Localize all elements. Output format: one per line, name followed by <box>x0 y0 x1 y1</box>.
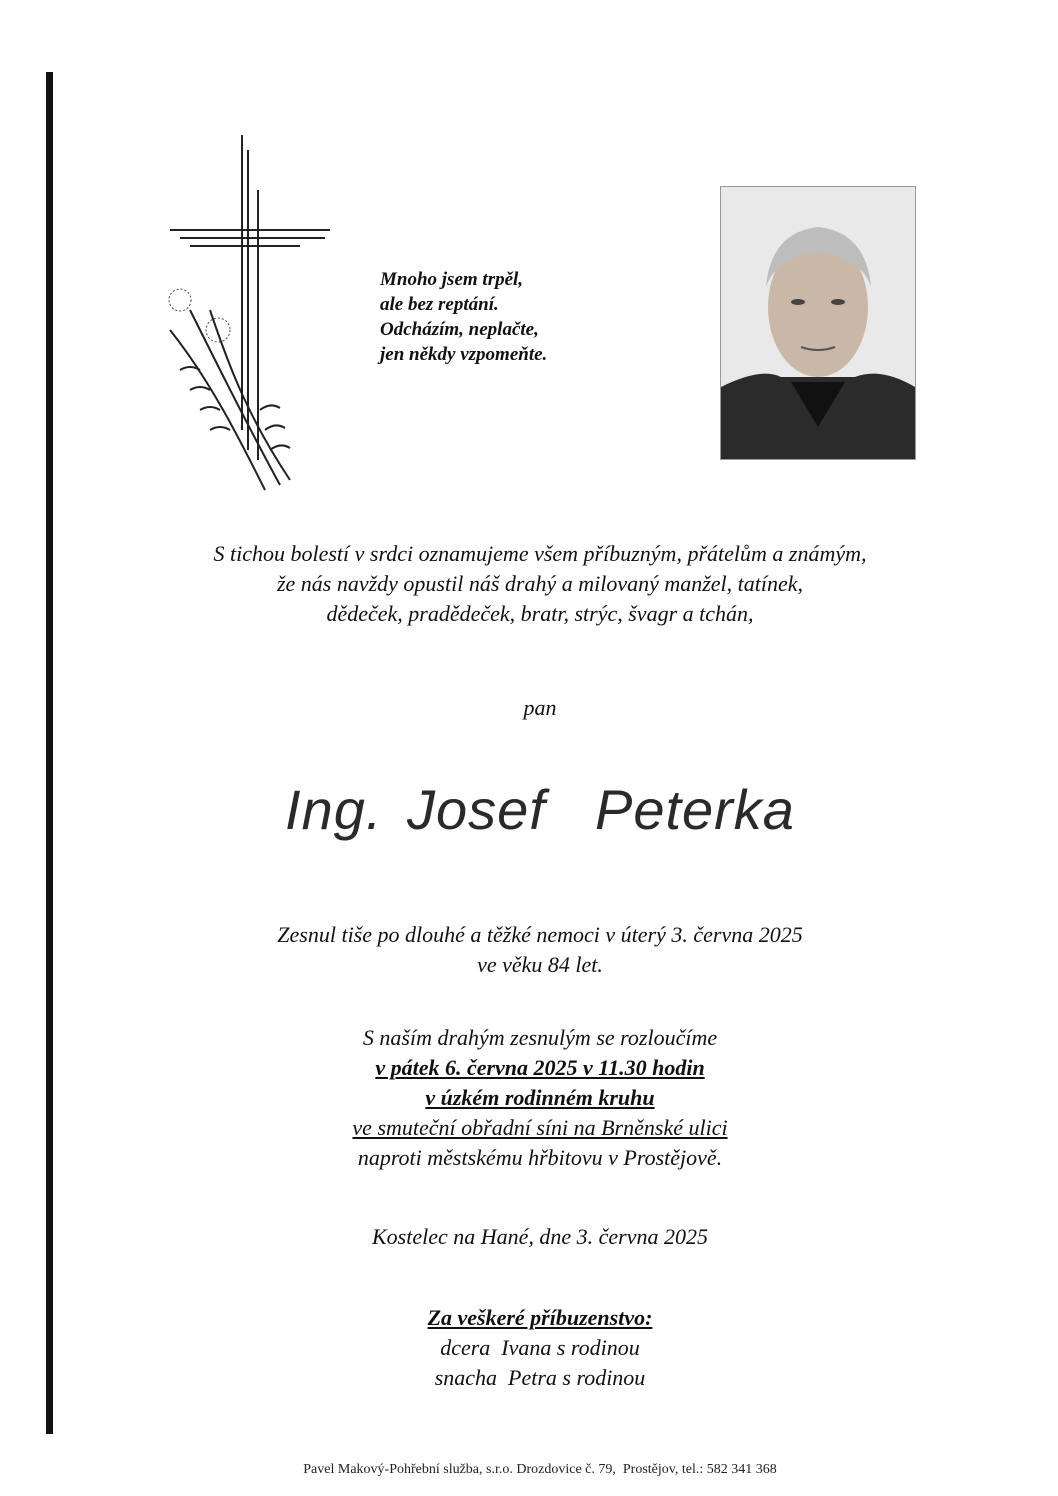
ceremony-location: ve smuteční obřadní síni na Brněnské ulici <box>352 1115 728 1140</box>
memorial-poem <box>380 267 547 367</box>
family-heading: Za veškeré příbuzenstvo: <box>427 1305 653 1330</box>
announcement <box>60 539 1020 629</box>
announcement-line: S tichou bolestí v srdci oznamujeme všem příbuzným, přátelům a známým, <box>213 541 867 566</box>
poem-line: Odcházím, neplačte, <box>380 319 539 340</box>
ceremony-location-detail: naproti městskému hřbitovu v Prostějově. <box>357 1145 723 1170</box>
poem-line: Mnoho jsem trpěl, <box>380 269 524 290</box>
family-signature <box>60 1303 1020 1393</box>
poem-line: jen někdy vzpomeňte. <box>380 344 548 365</box>
poem-line: ale bez reptání. <box>380 294 499 315</box>
family-member: dcera Ivana s rodinou <box>440 1335 640 1360</box>
ceremony-circle: v úzkém rodinném kruhu <box>425 1085 655 1110</box>
announcement-line: dědeček, pradědeček, bratr, strýc, švagr a tchán, <box>326 601 754 626</box>
death-notice-line: ve věku 84 let. <box>477 952 603 977</box>
mourning-border-bar <box>46 72 53 1434</box>
death-notice <box>60 920 1020 980</box>
cross-with-flowers-icon <box>130 130 340 495</box>
ceremony-intro: S naším drahým zesnulým se rozloučíme <box>362 1025 718 1050</box>
portrait-photo <box>720 186 916 460</box>
death-notice-line: Zesnul tiše po dlouhé a těžké nemoci v úterý 3. června 2025 <box>277 922 803 947</box>
ceremony-datetime: v pátek 6. června 2025 v 11.30 hodin <box>375 1055 705 1080</box>
family-member: snacha Petra s rodinou <box>434 1365 646 1390</box>
honorific: pan <box>523 695 557 720</box>
place-and-date: Kostelec na Hané, dne 3. června 2025 <box>371 1224 709 1249</box>
deceased-name: Ing. Josef Peterka <box>285 778 795 841</box>
funeral-service-footer: Pavel Makový-Pohřební služba, s.r.o. Drozdovice č. 79, Prostějov, tel.: 582 341 368 <box>303 1462 777 1477</box>
ceremony-info <box>60 1023 1020 1173</box>
announcement-line: že nás navždy opustil náš drahý a milovaný manžel, tatínek, <box>276 571 804 596</box>
